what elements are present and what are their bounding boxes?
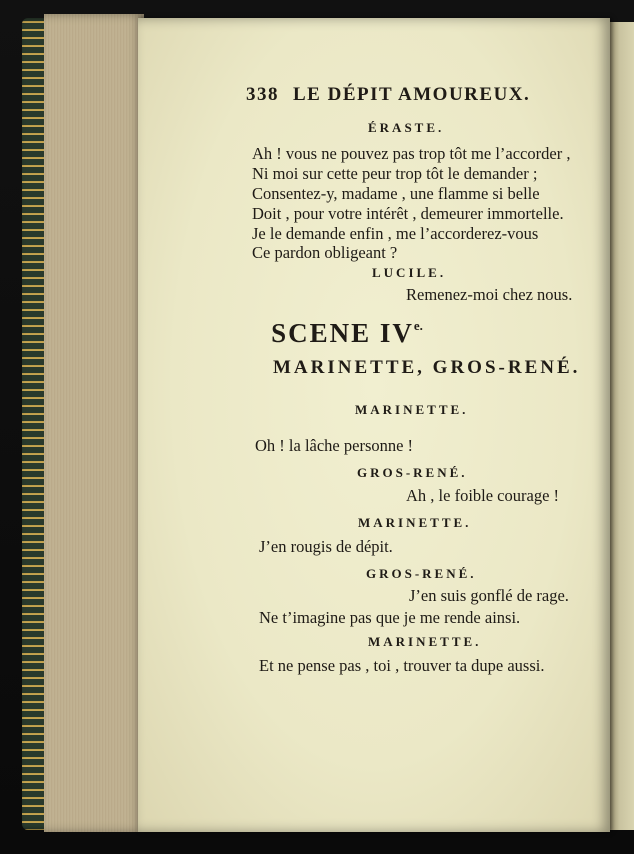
verse-line: Ah ! vous ne pouvez pas trop tôt me l’accorder , (252, 144, 571, 163)
verse-line: J’en rougis de dépit. (259, 537, 393, 556)
verse-line: Ce pardon obligeant ? (252, 243, 398, 262)
verse-line: Remenez-moi chez nous. (406, 285, 573, 304)
page-edges-stack (44, 14, 144, 832)
running-head (246, 84, 530, 106)
speaker-gros-rene: GROS-RENÉ. (357, 465, 468, 480)
verse-line: Oh ! la lâche personne ! (255, 436, 414, 455)
scene-number-suffix: e. (413, 318, 423, 333)
running-head-title: LE DÉPIT AMOUREUX. (293, 84, 531, 105)
speaker-marinette: MARINETTE. (355, 402, 469, 417)
speaker-eraste: ÉRASTE. (368, 120, 445, 135)
verse-line: Ah , le foible courage ! (406, 486, 560, 505)
scene-heading (0, 318, 634, 349)
scene-cast: MARINETTE, GROS-RENÉ. (273, 357, 581, 378)
verse-line: Ni moi sur cette peur trop tôt le demander ; (252, 164, 538, 183)
facing-page-edge (610, 22, 634, 830)
book-page (138, 18, 610, 832)
speaker-lucile: LUCILE. (372, 265, 447, 280)
verse-line: Ne t’imagine pas que je me rende ainsi. (259, 608, 521, 627)
verse-line: Et ne pense pas , toi , trouver ta dupe aussi. (259, 656, 545, 675)
verse-line: Consentez-y, madame , une flamme si belle (252, 184, 540, 203)
verse-line: Doit , pour votre intérêt , demeurer immortelle. (252, 204, 564, 223)
verse-line: Je le demande enfin , me l’accorderez-vous (252, 224, 539, 243)
scene-title: SCENE IV (271, 318, 414, 348)
verse-line: J’en suis gonflé de rage. (409, 586, 569, 605)
page-number: 338 (246, 84, 279, 105)
speaker-gros-rene: GROS-RENÉ. (366, 566, 477, 581)
speaker-marinette: MARINETTE. (358, 515, 472, 530)
speaker-marinette: MARINETTE. (368, 634, 482, 649)
